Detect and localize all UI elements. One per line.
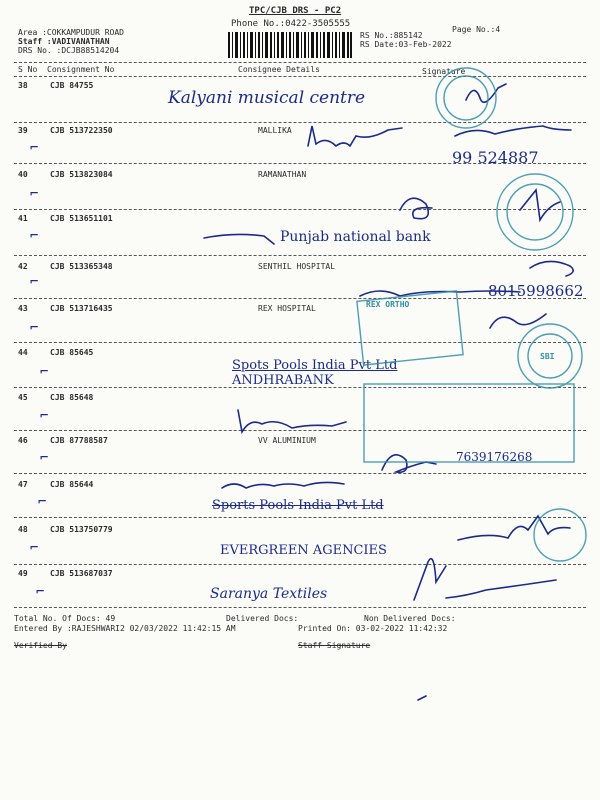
row-consignee: REX HOSPITAL — [258, 304, 316, 313]
row-sno: 39 — [18, 126, 28, 135]
row-tick-mark: ⌐ — [30, 228, 39, 244]
row-tick-mark: ⌐ — [38, 494, 47, 510]
row-sno: 42 — [18, 262, 28, 271]
row-sno: 47 — [18, 480, 28, 489]
row-consignment: CJB 85645 — [50, 348, 94, 357]
row-handwritten-consignee: Saranya Textiles — [210, 586, 328, 602]
row-consignment: CJB 84755 — [50, 81, 94, 90]
row-tick-mark: ⌐ — [40, 364, 49, 380]
mirrored-stamp — [364, 384, 574, 462]
row-sno: 45 — [18, 393, 28, 402]
signature-stroke — [466, 84, 506, 102]
sbi-stamp-text: SBI — [540, 352, 555, 361]
rs-date: RS Date:03-Feb-2022 — [360, 40, 452, 49]
col-consignment: Consignment No — [47, 65, 115, 74]
col-sno: S No — [18, 65, 38, 74]
row-tick-mark: ⌐ — [30, 540, 39, 556]
signature-stroke — [382, 455, 436, 472]
row-sno: 43 — [18, 304, 28, 313]
signature-stroke — [238, 410, 346, 432]
signature-stroke — [204, 234, 274, 244]
row-sno: 38 — [18, 81, 28, 90]
row-handwritten-consignee: Punjab national bank — [280, 229, 431, 245]
entered-by: Entered By :RAJESHWARI2 02/03/2022 11:42:15 AM — [14, 624, 236, 633]
row-phone-note: 7639176268 — [456, 450, 533, 464]
staff-label: Staff :VADIVANATHAN — [18, 37, 110, 46]
row-consignment: CJB 87788587 — [50, 436, 108, 445]
page-number: Page No.:4 — [452, 25, 501, 34]
row-consignee: VV ALUMINIUM — [258, 436, 316, 445]
row-consignee: RAMANATHAN — [258, 170, 307, 179]
row-phone-note: 8015998662 — [488, 282, 584, 300]
row-consignment: CJB 513651101 — [50, 214, 113, 223]
row-consignment: CJB 85644 — [50, 480, 94, 489]
total-docs: Total No. Of Docs: 49 — [14, 614, 116, 623]
row-bank-note: ANDHRABANK — [232, 373, 334, 388]
row-tick-mark: ⌐ — [30, 140, 39, 156]
round-stamp — [534, 509, 586, 561]
row-handwritten-consignee: Kalyani musical centre — [168, 88, 366, 108]
row-handwritten-consignee: Spots Pools India Pvt Ltd — [232, 358, 398, 373]
row-sno: 48 — [18, 525, 28, 534]
signature-stroke — [414, 559, 446, 600]
row-tick-mark: ⌐ — [30, 186, 39, 202]
signature-stroke — [520, 190, 560, 220]
signature-stroke — [418, 696, 426, 700]
row-consignment: CJB 513750779 — [50, 525, 113, 534]
col-signature: Signature — [422, 67, 466, 76]
staff-signature-label: Staff Signature — [298, 641, 371, 650]
row-consignment: CJB 513365348 — [50, 262, 113, 271]
rex-stamp-text: REX ORTHO — [366, 300, 410, 309]
row-handwritten-consignee: EVERGREEN AGENCIES — [220, 543, 387, 558]
drs-number: DRS No. :DCJB88514204 — [18, 46, 120, 55]
row-phone-note: 99 524887 — [452, 148, 539, 167]
delivered-docs: Delivered Docs: — [226, 614, 299, 623]
area-label: Area :COKKAMPUDUR ROAD — [18, 28, 124, 37]
verified-by: Verified By — [14, 641, 67, 650]
signature-stroke — [400, 198, 432, 218]
row-consignee: MALLIKA — [258, 126, 292, 135]
row-tick-mark: ⌐ — [40, 408, 49, 424]
round-stamp — [497, 174, 573, 250]
non-delivered-docs: Non Delivered Docs: — [364, 614, 456, 623]
row-consignment: CJB 513687037 — [50, 569, 113, 578]
row-consignment: CJB 513823084 — [50, 170, 113, 179]
row-sno: 41 — [18, 214, 28, 223]
drs-title: TPC/CJB DRS - PC2 — [249, 6, 342, 16]
row-tick-mark: ⌐ — [40, 450, 49, 466]
phone-number: Phone No.:0422-3505555 — [231, 19, 351, 29]
rs-number: RS No.:885142 — [360, 31, 423, 40]
row-sno: 49 — [18, 569, 28, 578]
col-consignee: Consignee Details — [238, 65, 320, 74]
row-consignment: CJB 513722350 — [50, 126, 113, 135]
row-consignment: CJB 513716435 — [50, 304, 113, 313]
row-handwritten-consignee: Sports Pools India Pvt Ltd — [212, 498, 384, 513]
row-sno: 46 — [18, 436, 28, 445]
signature-stroke — [308, 126, 402, 146]
row-consignee: SENTHIL HOSPITAL — [258, 262, 336, 271]
signature-stroke — [360, 291, 520, 296]
row-tick-mark: ⌐ — [30, 320, 39, 336]
signature-stroke — [222, 482, 344, 488]
row-sno: 40 — [18, 170, 28, 179]
round-stamp-inner — [444, 76, 488, 120]
round-stamp — [436, 68, 496, 128]
signature-stroke — [458, 516, 570, 540]
row-tick-mark: ⌐ — [30, 274, 39, 290]
row-consignment: CJB 85648 — [50, 393, 94, 402]
printed-on: Printed On: 03-02-2022 11:42:32 — [298, 624, 448, 633]
row-sno: 44 — [18, 348, 28, 357]
signature-stroke — [530, 261, 573, 276]
row-tick-mark: ⌐ — [36, 584, 45, 600]
signature-stroke — [446, 580, 556, 598]
